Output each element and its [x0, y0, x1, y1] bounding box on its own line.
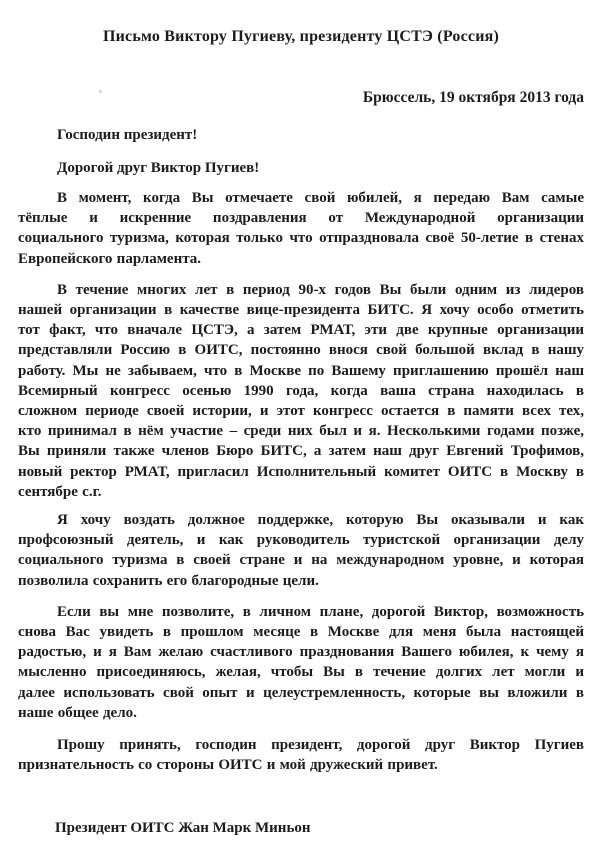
text-line: новый ректор РМАТ, пригласил Исполнительный комитет ОИТС в Москву в [18, 463, 584, 480]
text-line: тёплые и искренние поздравления от Международной организации [18, 210, 584, 227]
text-line: радостью, и я Вам желаю счастливого празднования Вашего юбилея, к чему я [18, 644, 584, 661]
dateline: Брюссель, 19 октября 2013 года [362, 89, 584, 106]
paragraph [18, 735, 584, 775]
text-line: позволила сохранить его благородные цели. [18, 572, 319, 589]
text-line: Если вы мне позволите, в личном плане, дорогой Виктор, возможность [57, 603, 584, 620]
paragraph [18, 510, 584, 591]
text-line: тот факт, что вначале ЦСТЭ, а затем РМАТ, эти две крупные организации [18, 322, 584, 339]
letter-title: Письмо Виктору Пугиеву, президенту ЦСТЭ (Россия) [102, 28, 500, 45]
text-line: сентябре с.г. [18, 483, 102, 500]
text-line: работу. Мы не забываем, что в Москве по Вашему приглашению прошёл наш [18, 362, 584, 379]
signature: Президент ОИТС Жан Марк Миньон [55, 820, 311, 837]
text-line: сложном периоде своей истории, и этот конгресс остается в памяти всех тех, [18, 403, 584, 420]
paragraph [18, 188, 584, 269]
text-line: Всемирный конгресс осенью 1990 года, когда ваша страна находилась в [18, 382, 584, 399]
text-line: наше общее дело. [18, 704, 137, 721]
scan-speck [99, 90, 102, 93]
text-line: Я хочу воздать должное поддержке, которую Вы оказывали и как [57, 512, 584, 529]
text-line: представляли Россию в ОИТС, постоянно внося свой большой вклад в нашу [18, 342, 584, 359]
letter-body [18, 188, 584, 775]
text-line: признательность со стороны ОИТС и мой дружеский привет. [18, 757, 438, 774]
text-line: нашей организации в качестве вице-президента БИТС. Я хочу особо отметить [18, 302, 584, 319]
text-line: В течение многих лет в период 90-х годов Вы были одним из лидеров [57, 281, 584, 298]
text-line: Вы приняли также членов Бюро БИТС, а затем наш друг Евгений Трофимов, [18, 443, 584, 460]
text-line: социального туризма, которая только что отпраздновала своё 50-летие в стенах [18, 230, 584, 247]
salutation-friend: Дорогой друг Виктор Пугиев! [57, 160, 260, 176]
salutation-president: Господин президент! [57, 127, 198, 143]
text-line: Прошу принять, господин президент, дорогой друг Виктор Пугиев [57, 737, 584, 754]
text-line: кто принимал в нём участие – среди них был и я. Несколькими годами позже, [18, 423, 584, 440]
text-line: Европейского парламента. [18, 250, 202, 267]
text-line: социального туризма в своей стране и на международном уровне, и которая [18, 552, 584, 569]
text-line: далее использовать свой опыт и целеустремленность, которые вы вложили в [18, 684, 584, 701]
text-line: мысленно присоединяюсь, желая, чтобы Вы в течение долгих лет могли и [18, 664, 584, 681]
paragraph [18, 602, 584, 723]
text-line: профсоюзный деятель, и как руководитель туристской организации делу [18, 532, 584, 549]
text-line: снова Вас увидеть в прошлом месяце в Москве для меня была настоящей [18, 624, 584, 641]
text-line: В момент, когда Вы отмечаете свой юбилей, я передаю Вам самые [57, 190, 584, 206]
paragraph [18, 280, 584, 502]
